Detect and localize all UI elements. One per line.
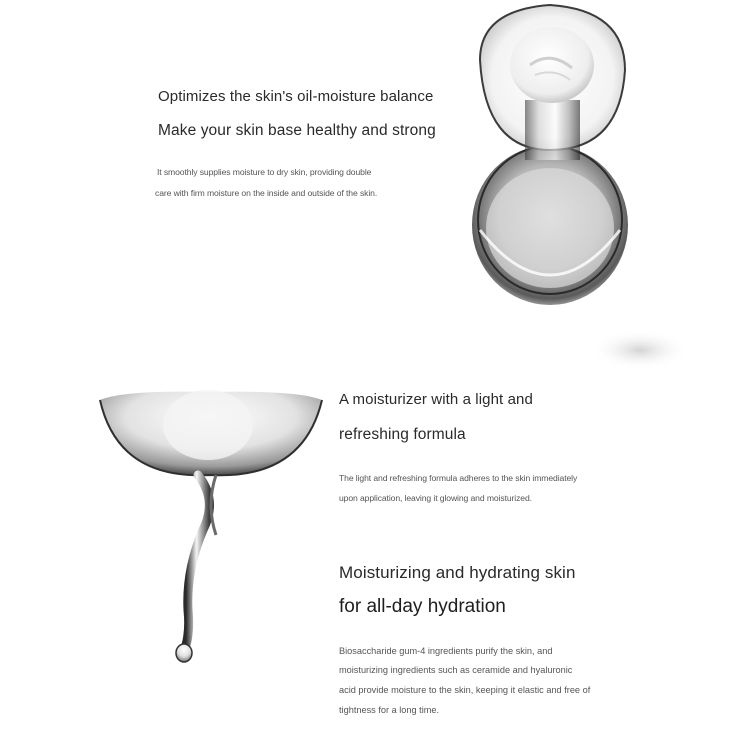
section3-heading-2: for all-day hydration — [339, 596, 506, 617]
section2-heading-1: A moisturizer with a light and — [339, 391, 533, 408]
section1-heading-1: Optimizes the skin's oil-moisture balance — [158, 88, 434, 105]
section3-heading-1: Moisturizing and hydrating skin — [339, 563, 576, 582]
section3-body-line-1: Biosaccharide gum-4 ingredients purify the skin, and — [339, 646, 553, 656]
section3-body-line-4: tightness for a long time. — [339, 705, 440, 715]
section3-body-line-3: acid provide moisture to the skin, keeping it elastic and free of — [339, 685, 591, 695]
section1-body-line-2: care with firm moisture on the inside and outside of the skin. — [155, 188, 378, 198]
section2-heading-2: refreshing formula — [339, 426, 466, 443]
dripping-serum-drop-image — [98, 370, 328, 670]
section1-body-line-1: It smoothly supplies moisture to dry skin, providing double — [157, 167, 372, 177]
section2-body-line-1: The light and refreshing formula adheres to the skin immediately — [339, 473, 578, 483]
section3-body-line-2: moisturizing ingredients such as ceramide and hyaluronic — [339, 665, 573, 675]
section2-body-line-2: upon application, leaving it glowing and moisturized. — [339, 493, 532, 503]
section1-heading-2: Make your skin base healthy and strong — [158, 122, 436, 139]
cream-in-glass-bowls-image — [440, 0, 700, 370]
